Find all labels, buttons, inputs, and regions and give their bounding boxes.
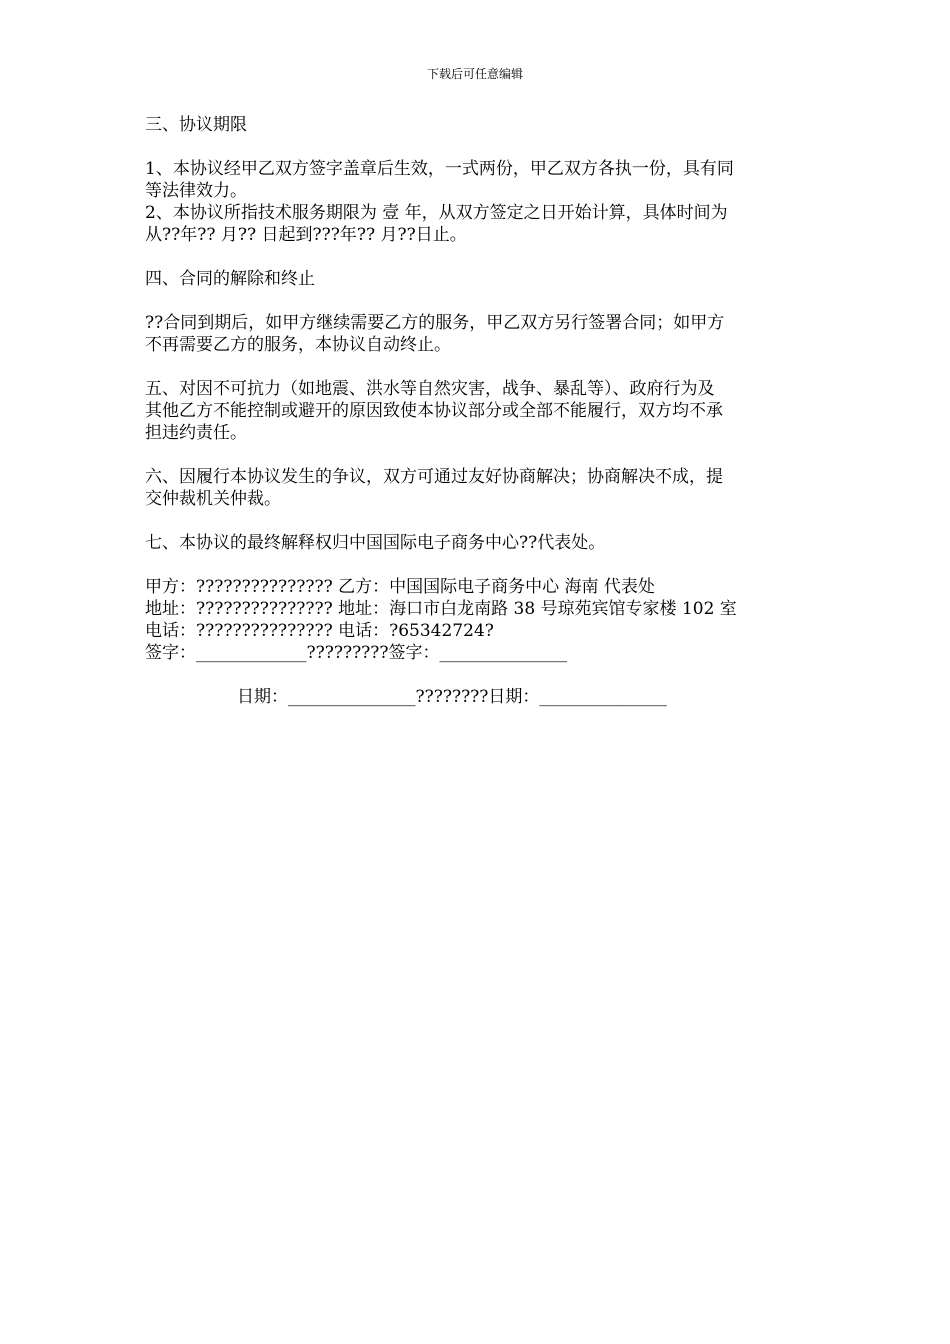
page-header: 下载后可任意编辑	[426, 67, 523, 81]
section-6-line-1: 六、因履行本协议发生的争议，双方可通过友好协商解决；协商解决不成，提	[145, 467, 723, 487]
section-3-item-2-line-1: 2、本协议所指技术服务期限为 壹 年，从双方签定之日开始计算，具体时间为	[145, 203, 728, 223]
section-6-line-2: 交仲裁机关仲裁。	[145, 489, 281, 509]
section-3-title: 三、协议期限	[145, 115, 247, 135]
section-4-line-1: ??合同到期后，如甲方继续需要乙方的服务，甲乙双方另行签署合同；如甲方	[145, 313, 725, 333]
phone-line: 电话：??????????????? 电话：?65342724?	[145, 621, 494, 641]
section-3-item-2-line-2: 从??年?? 月?? 日起到???年?? 月??日止。	[145, 225, 467, 245]
document-body	[145, 114, 810, 708]
address-line: 地址：??????????????? 地址：海口市白龙南路 38 号琼苑宾馆专家楼 102 室	[145, 599, 737, 619]
party-line: 甲方：??????????????? 乙方：中国国际电子商务中心 海南 代表处	[145, 577, 655, 597]
section-4-title: 四、合同的解除和终止	[145, 269, 315, 289]
section-5-line-1: 五、对因不可抗力（如地震、洪水等自然灾害，战争、暴乱等）、政府行为及	[145, 379, 715, 399]
section-3-item-1-line-2: 等法律效力。	[145, 181, 247, 201]
section-7-line-1: 七、本协议的最终解释权归中国国际电子商务中心??代表处。	[145, 533, 606, 553]
date-line: 日期：_______________????????日期：_______________	[237, 687, 667, 707]
section-5-line-2: 其他乙方不能控制或避开的原因致使本协议部分或全部不能履行，双方均不承	[145, 401, 723, 421]
section-4-line-2: 不再需要乙方的服务，本协议自动终止。	[145, 335, 451, 355]
section-3-item-1-line-1: 1、本协议经甲乙双方签字盖章后生效，一式两份，甲乙双方各执一份，具有同	[145, 159, 734, 179]
section-5-line-3: 担违约责任。	[145, 423, 247, 443]
signature-line: 签字：_____________?????????签字：_______________	[145, 643, 568, 663]
